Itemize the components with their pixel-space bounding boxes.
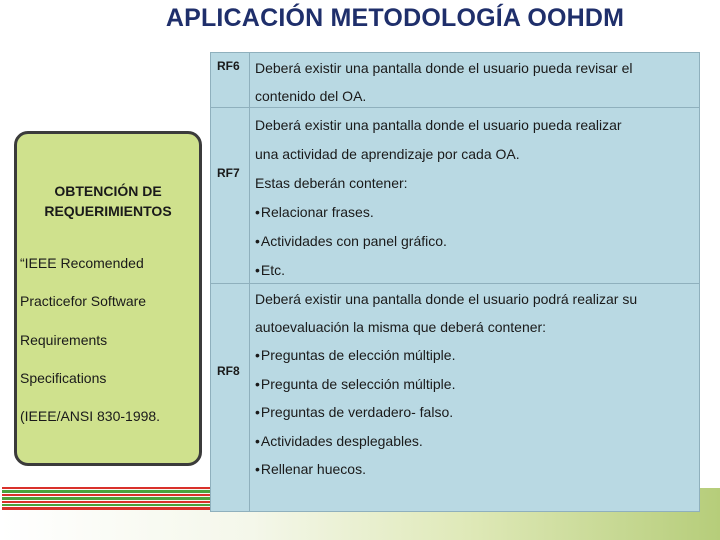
reference-line: Requirements xyxy=(20,332,108,348)
requirement-id-rf8: RF8 xyxy=(217,364,240,378)
rf7-text-line: una actividad de aprendizaje por cada OA. xyxy=(255,146,520,162)
rf7-bullet-item: • Etc. xyxy=(255,262,285,278)
reference-line: (IEEE/ANSI 830-1998. xyxy=(20,408,161,424)
page-title: APLICACIÓN METODOLOGÍA OOHDM xyxy=(165,4,625,32)
rf7-bullet-item: • Actividades con panel gráfico. xyxy=(255,233,447,249)
reference-line: “IEEE Recomended xyxy=(20,255,144,271)
rf7-text-line: Deberá existir una pantalla donde el usuario pueda realizar xyxy=(255,117,622,133)
decorative-stripes xyxy=(2,487,210,511)
requirement-id-rf6: RF6 xyxy=(217,59,240,73)
table-row-divider xyxy=(210,107,700,108)
reference-line: Specifications xyxy=(20,370,107,386)
rf8-bullet-item: • Preguntas de verdadero- falso. xyxy=(255,404,453,420)
rf8-bullet-item: • Pregunta de selección múltiple. xyxy=(255,376,455,392)
rf8-bullet-item: • Actividades desplegables. xyxy=(255,433,423,449)
rf8-text-line: Deberá existir una pantalla donde el usuario podrá realizar su xyxy=(255,291,638,307)
card-heading-line-1: OBTENCIÓN DE xyxy=(54,183,162,199)
rf8-text-line: autoevaluación la misma que deberá contener: xyxy=(255,319,547,335)
rf8-bullet-item: • Rellenar huecos. xyxy=(255,461,366,477)
reference-line: Practicefor Software xyxy=(20,293,147,309)
table-row-divider xyxy=(210,283,700,284)
table-column-divider xyxy=(249,52,250,512)
rf7-text-line: Estas deberán contener: xyxy=(255,175,408,191)
rf8-bullet-item: • Preguntas de elección múltiple. xyxy=(255,347,455,363)
rf6-text-line: contenido del OA. xyxy=(255,88,367,104)
rf6-text-line: Deberá existir una pantalla donde el usuario pueda revisar el xyxy=(255,60,633,76)
requirement-id-rf7: RF7 xyxy=(217,166,240,180)
card-heading xyxy=(14,181,202,221)
rf7-bullet-item: • Relacionar frases. xyxy=(255,204,374,220)
card-heading-line-2: REQUERIMIENTOS xyxy=(44,203,172,219)
